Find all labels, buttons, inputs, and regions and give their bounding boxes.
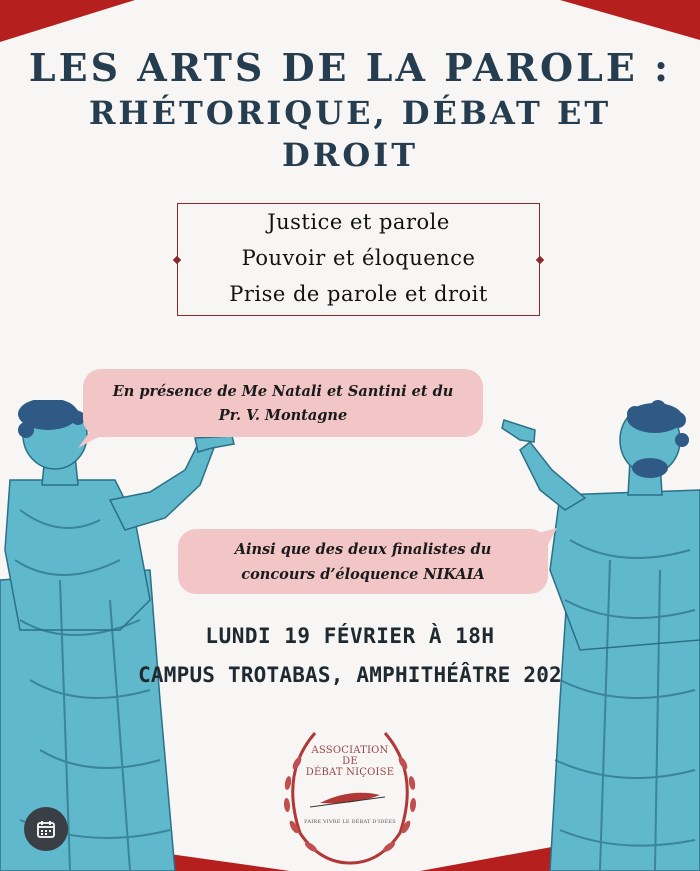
event-location: CAMPUS TROTABAS, AMPHITHÉÂTRE 202 (138, 663, 562, 687)
topic-item: Prise de parole et droit (229, 282, 488, 306)
association-logo (275, 723, 425, 871)
bubble-tail (535, 528, 557, 558)
title-line-2: RHÉTORIQUE, DÉBAT ET (88, 94, 612, 132)
speech-bubble-finalists (178, 529, 548, 594)
bubble-line: concours d’éloquence NIKAIA (241, 566, 485, 583)
speech-bubble-speakers (83, 369, 483, 437)
logo-line-2: DE (342, 756, 358, 767)
bubble-line: En présence de Me Natali et Santini et du (112, 383, 454, 400)
topic-item: Pouvoir et éloquence (241, 246, 476, 270)
calendar-button[interactable] (24, 807, 68, 851)
bubble-line: Pr. V. Montagne (218, 407, 348, 424)
calendar-icon (36, 819, 56, 839)
event-date: LUNDI 19 FÉVRIER À 18H (205, 624, 495, 648)
bubble-line: Ainsi que des deux finalistes du (234, 541, 492, 558)
title-line-1: LES ARTS DE LA PAROLE : (28, 45, 672, 90)
topics-box (177, 203, 540, 316)
topic-item: Justice et parole (267, 210, 450, 234)
bubble-tail (78, 420, 108, 450)
title-line-3: DROIT (282, 136, 418, 174)
top-right-corner (540, 0, 700, 45)
logo-tagline: FAIRE VIVRE LE DÉBAT D'IDÉES (304, 819, 396, 825)
top-left-corner (0, 0, 140, 45)
logo-line-3: DÉBAT NIÇOISE (305, 767, 395, 778)
logo-line-1: ASSOCIATION (311, 745, 389, 756)
page-title (0, 44, 700, 176)
